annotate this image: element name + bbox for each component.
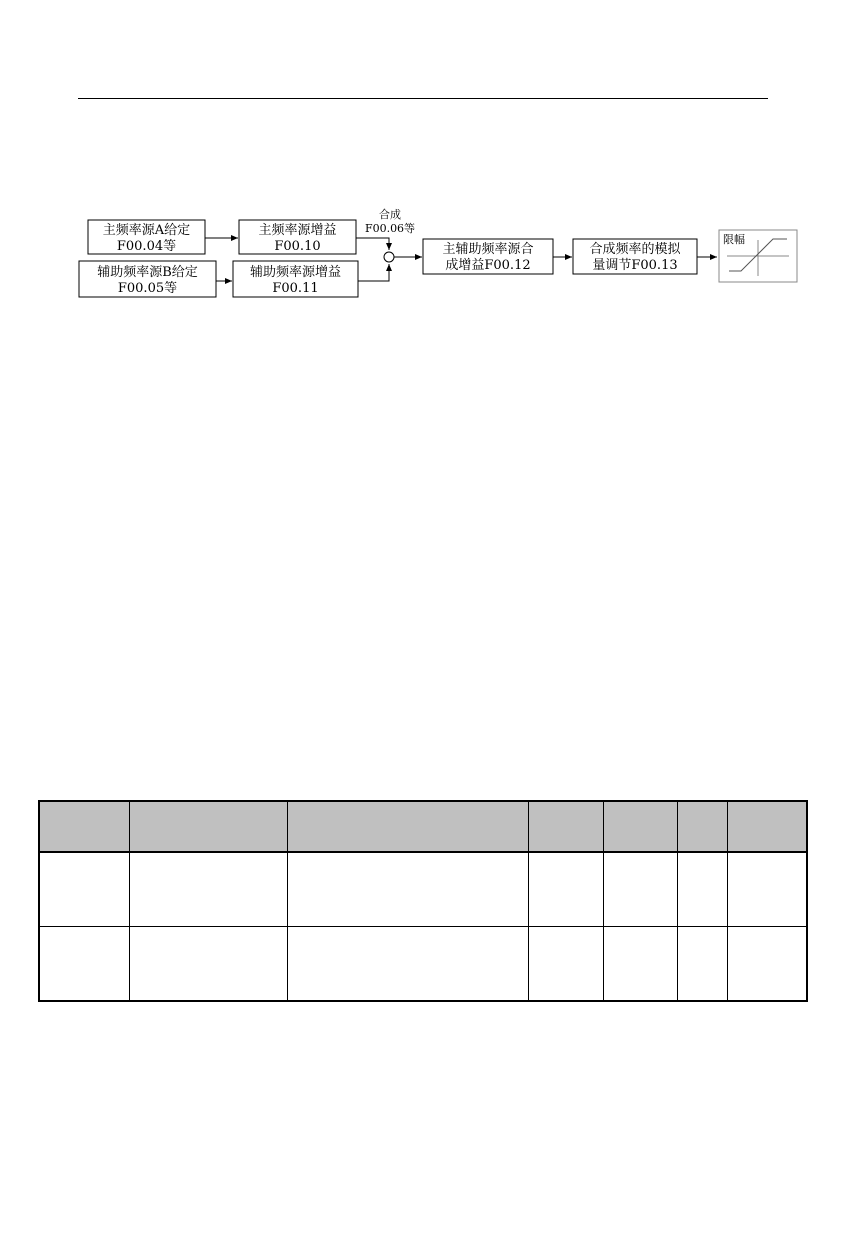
arrow-gain-b-to-sum <box>358 264 389 281</box>
table-cell <box>287 852 528 927</box>
analog-adjust-line1: 合成频率的模拟 <box>589 242 681 257</box>
combined-gain-line2: 成增益F00.12 <box>445 258 531 273</box>
table-cell <box>603 852 677 927</box>
combined-gain-block <box>423 239 553 274</box>
frequency-source-flow-diagram <box>0 200 845 310</box>
parameter-table <box>38 800 808 1002</box>
table-header-cell <box>727 801 807 852</box>
analog-adjust-line2: 量调节F00.13 <box>592 258 678 273</box>
table-cell <box>603 927 677 1002</box>
gain-a-line1: 主频率源增益 <box>258 223 337 238</box>
table-cell <box>129 852 287 927</box>
analog-adjust-block <box>573 239 697 274</box>
gain-b-line1: 辅助频率源增益 <box>249 265 342 280</box>
table-cell <box>528 852 603 927</box>
source-a-block <box>88 220 205 254</box>
table-header-cell <box>528 801 603 852</box>
gain-b-line2: F00.11 <box>272 281 319 296</box>
table-cell <box>39 927 129 1002</box>
table-cell <box>677 852 727 927</box>
combine-label-line1: 合成 <box>379 208 401 221</box>
table-row <box>39 927 807 1002</box>
table-cell <box>39 852 129 927</box>
source-b-line1: 辅助频率源B给定 <box>97 265 198 280</box>
limit-block <box>719 230 797 282</box>
source-a-line2: F00.04等 <box>116 239 177 254</box>
source-b-line2: F00.05等 <box>117 281 178 296</box>
table-header-cell <box>129 801 287 852</box>
combined-gain-line1: 主辅助频率源合 <box>442 242 534 257</box>
summing-node <box>384 252 394 262</box>
table-header-cell <box>603 801 677 852</box>
table-header-cell <box>677 801 727 852</box>
combine-label-line2: F00.06等 <box>364 222 416 235</box>
table-cell <box>727 927 807 1002</box>
gain-b-block <box>233 261 358 297</box>
table-cell <box>727 852 807 927</box>
table-header-cell <box>287 801 528 852</box>
header-rule <box>78 98 768 99</box>
table-cell <box>528 927 603 1002</box>
gain-a-block <box>239 220 356 254</box>
table-cell <box>677 927 727 1002</box>
limit-label: 限幅 <box>723 233 745 246</box>
table-cell <box>129 927 287 1002</box>
table-header-row <box>39 801 807 852</box>
source-b-block <box>79 261 216 297</box>
table-row <box>39 852 807 927</box>
table-cell <box>287 927 528 1002</box>
source-a-line1: 主频率源A给定 <box>102 223 191 238</box>
table-header-cell <box>39 801 129 852</box>
gain-a-line2: F00.10 <box>274 239 321 254</box>
arrow-gain-a-to-sum <box>356 238 389 250</box>
